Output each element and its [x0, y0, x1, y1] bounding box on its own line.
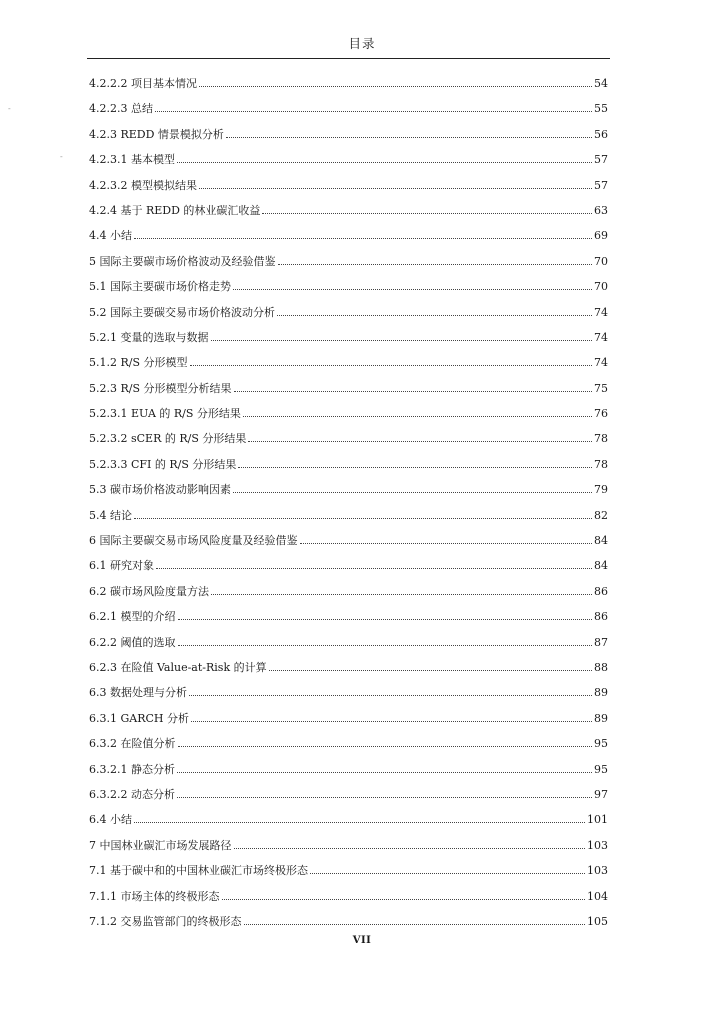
- toc-dot-leader: [178, 634, 593, 646]
- toc-entry: [89, 862, 608, 887]
- toc-entry-page: 57: [594, 178, 608, 192]
- toc-entry-page: 86: [594, 584, 608, 598]
- toc-entry-title: 5.2.1 变量的选取与数据: [89, 330, 209, 344]
- toc-entry-title: 6.2.1 模型的介绍: [89, 610, 176, 624]
- toc-entry-page: 55: [594, 102, 608, 116]
- toc-dot-leader: [155, 100, 592, 112]
- toc-dot-leader: [277, 304, 592, 316]
- toc-entry-title: 4.2.2.2 项目基本情况: [89, 77, 197, 90]
- toc-entry: [89, 329, 608, 354]
- scan-speck: -: [8, 104, 11, 113]
- toc-dot-leader: [199, 177, 592, 189]
- toc-dot-leader: [310, 862, 585, 874]
- toc-entry-page: 97: [594, 787, 608, 801]
- toc-entry-title: 6 国际主要碳交易市场风险度量及经验借鉴: [89, 534, 298, 548]
- toc-entry: [89, 278, 608, 303]
- toc-entry-page: 105: [587, 914, 608, 928]
- toc-dot-leader: [300, 532, 593, 544]
- toc-entry-page: 88: [594, 660, 608, 674]
- toc-entry: [89, 430, 608, 455]
- toc-dot-leader: [190, 354, 592, 366]
- toc-entry-title: 5.2 国际主要碳交易市场价格波动分析: [89, 305, 275, 319]
- toc-entry: [89, 177, 608, 202]
- toc-entry-title: 7.1 基于碳中和的中国林业碳汇市场终极形态: [89, 864, 308, 878]
- toc-dot-leader: [278, 253, 593, 265]
- toc-entry-page: 76: [594, 407, 608, 421]
- toc-entry-title: 6.3 数据处理与分析: [89, 686, 187, 700]
- toc-entry: [89, 456, 608, 481]
- toc-entry-page: 78: [594, 457, 608, 471]
- toc-entry: [89, 557, 608, 582]
- toc-entry-title: 6.2 碳市场风险度量方法: [89, 584, 209, 598]
- toc-dot-leader: [233, 481, 592, 493]
- toc-entry: [89, 659, 608, 684]
- toc-dot-leader: [134, 811, 585, 823]
- toc-dot-leader: [134, 227, 592, 239]
- toc-dot-leader: [134, 507, 592, 519]
- toc-entry: [89, 481, 608, 506]
- toc-entry-title: 5.2.3.2 sCER 的 R/S 分形结果: [89, 432, 247, 446]
- toc-entry-page: 84: [594, 534, 608, 548]
- toc-entry-page: 78: [594, 432, 608, 446]
- toc-entry: [89, 786, 608, 811]
- header-divider: [87, 58, 610, 59]
- toc-entry: [89, 532, 608, 557]
- toc-entry-page: 95: [594, 737, 608, 751]
- toc-entry-title: 5.2.3 R/S 分形模型分析结果: [89, 381, 232, 395]
- toc-entry: [89, 735, 608, 760]
- toc-entry: [89, 583, 608, 608]
- toc-entry-page: 89: [594, 686, 608, 700]
- toc-dot-leader: [222, 888, 586, 900]
- toc-dot-leader: [211, 329, 593, 341]
- toc-entry: [89, 202, 608, 227]
- toc-dot-leader: [248, 430, 592, 442]
- toc-entry: [89, 354, 608, 379]
- toc-dot-leader: [269, 659, 592, 671]
- toc-entry-title: 5 国际主要碳市场价格波动及经验借鉴: [89, 254, 276, 268]
- toc-entry-title: 4.2.3.1 基本模型: [89, 153, 175, 167]
- toc-entry: [89, 126, 608, 151]
- toc-entry-page: 103: [587, 838, 608, 852]
- toc-entry-title: 5.2.3.3 CFI 的 R/S 分形结果: [89, 457, 237, 471]
- toc-entry-page: 56: [594, 127, 608, 141]
- toc-entry-title: 7.1.1 市场主体的终极形态: [89, 889, 220, 903]
- toc-entry-title: 6.2.3 在险值 Value-at-Risk 的计算: [89, 660, 267, 674]
- toc-entry-page: 74: [594, 356, 608, 370]
- page-header-title: 目录: [348, 36, 376, 51]
- toc-entry-page: 79: [594, 483, 608, 497]
- toc-dot-leader: [234, 380, 592, 392]
- toc-entry: [89, 405, 608, 430]
- toc-entry: [89, 380, 608, 405]
- scan-speck: -: [60, 152, 63, 161]
- toc-entry-title: 5.3 碳市场价格波动影响因素: [89, 483, 231, 497]
- toc-entry-title: 5.1 国际主要碳市场价格走势: [89, 280, 231, 294]
- toc-dot-leader: [156, 557, 592, 569]
- toc-entry-page: 74: [594, 330, 608, 344]
- toc-entry: [89, 75, 608, 100]
- toc-entry: [89, 304, 608, 329]
- toc-entry-page: 86: [594, 610, 608, 624]
- toc-entry: [89, 507, 608, 532]
- toc-entry-page: 103: [587, 864, 608, 878]
- toc-dot-leader: [177, 786, 592, 798]
- toc-entry: [89, 761, 608, 786]
- toc-entry-title: 4.4 小结: [89, 229, 132, 243]
- toc-entry-page: 104: [587, 889, 608, 903]
- toc-entry: [89, 888, 608, 913]
- toc-entry-title: 6.3.1 GARCH 分析: [89, 711, 190, 725]
- toc-entry-page: 87: [594, 635, 608, 649]
- toc-dot-leader: [178, 608, 593, 620]
- toc-entry-page: 95: [594, 762, 608, 776]
- toc-entry-title: 6.3.2.1 静态分析: [89, 762, 175, 776]
- toc-entry-title: 5.1.2 R/S 分形模型: [89, 356, 188, 370]
- toc-entry: [89, 100, 608, 125]
- toc-dot-leader: [262, 202, 592, 214]
- toc-entry-title: 6.1 研究对象: [89, 559, 154, 573]
- toc-dot-leader: [177, 761, 592, 773]
- toc-entry-title: 4.2.2.3 总结: [89, 102, 153, 116]
- toc-entry-title: 4.2.3.2 模型模拟结果: [89, 178, 197, 192]
- toc-entry: [89, 634, 608, 659]
- toc-entry: [89, 608, 608, 633]
- toc-entry: [89, 227, 608, 252]
- toc-dot-leader: [211, 583, 592, 595]
- toc-entry-page: 70: [594, 280, 608, 294]
- toc-entry-page: 75: [594, 381, 608, 395]
- toc-entry-page: 84: [594, 559, 608, 573]
- toc-entry-title: 6.4 小结: [89, 813, 132, 827]
- toc-dot-leader: [177, 151, 592, 163]
- toc-entry: [89, 837, 608, 862]
- toc-entry: [89, 710, 608, 735]
- toc-entry: [89, 253, 608, 278]
- toc-entry-title: 6.3.2 在险值分析: [89, 737, 176, 751]
- toc-entry-page: 89: [594, 711, 608, 725]
- toc-entry-page: 69: [594, 229, 608, 243]
- toc-entry-page: 63: [594, 203, 608, 217]
- toc-entry-page: 57: [594, 153, 608, 167]
- toc-entry-page: 82: [594, 508, 608, 522]
- toc-dot-leader: [243, 405, 592, 417]
- toc-dot-leader: [234, 837, 586, 849]
- toc-entry-page: 70: [594, 254, 608, 268]
- toc-dot-leader: [178, 735, 593, 747]
- toc-entry-page: 74: [594, 305, 608, 319]
- toc-entry: [89, 811, 608, 836]
- toc-entry-title: 6.3.2.2 动态分析: [89, 787, 175, 801]
- toc-entry-title: 4.2.4 基于 REDD 的林业碳汇收益: [89, 203, 261, 217]
- toc-entry-title: 5.2.3.1 EUA 的 R/S 分形结果: [89, 407, 241, 421]
- page-number: VII: [352, 935, 372, 946]
- toc-entry: [89, 151, 608, 176]
- table-of-contents: [89, 75, 608, 938]
- toc-dot-leader: [189, 684, 592, 696]
- toc-dot-leader: [226, 126, 592, 138]
- toc-entry: [89, 684, 608, 709]
- toc-entry-title: 4.2.3 REDD 情景模拟分析: [89, 127, 224, 141]
- toc-dot-leader: [233, 278, 592, 290]
- toc-entry-page: 54: [594, 77, 608, 90]
- toc-dot-leader: [244, 913, 586, 925]
- toc-entry-title: 5.4 结论: [89, 508, 132, 522]
- toc-entry-title: 7.1.2 交易监管部门的终极形态: [89, 914, 242, 928]
- toc-entry-title: 6.2.2 阈值的选取: [89, 635, 176, 649]
- toc-dot-leader: [191, 710, 592, 722]
- toc-entry-page: 101: [587, 813, 608, 827]
- toc-entry-title: 7 中国林业碳汇市场发展路径: [89, 838, 232, 852]
- toc-dot-leader: [238, 456, 592, 468]
- toc-dot-leader: [199, 75, 592, 87]
